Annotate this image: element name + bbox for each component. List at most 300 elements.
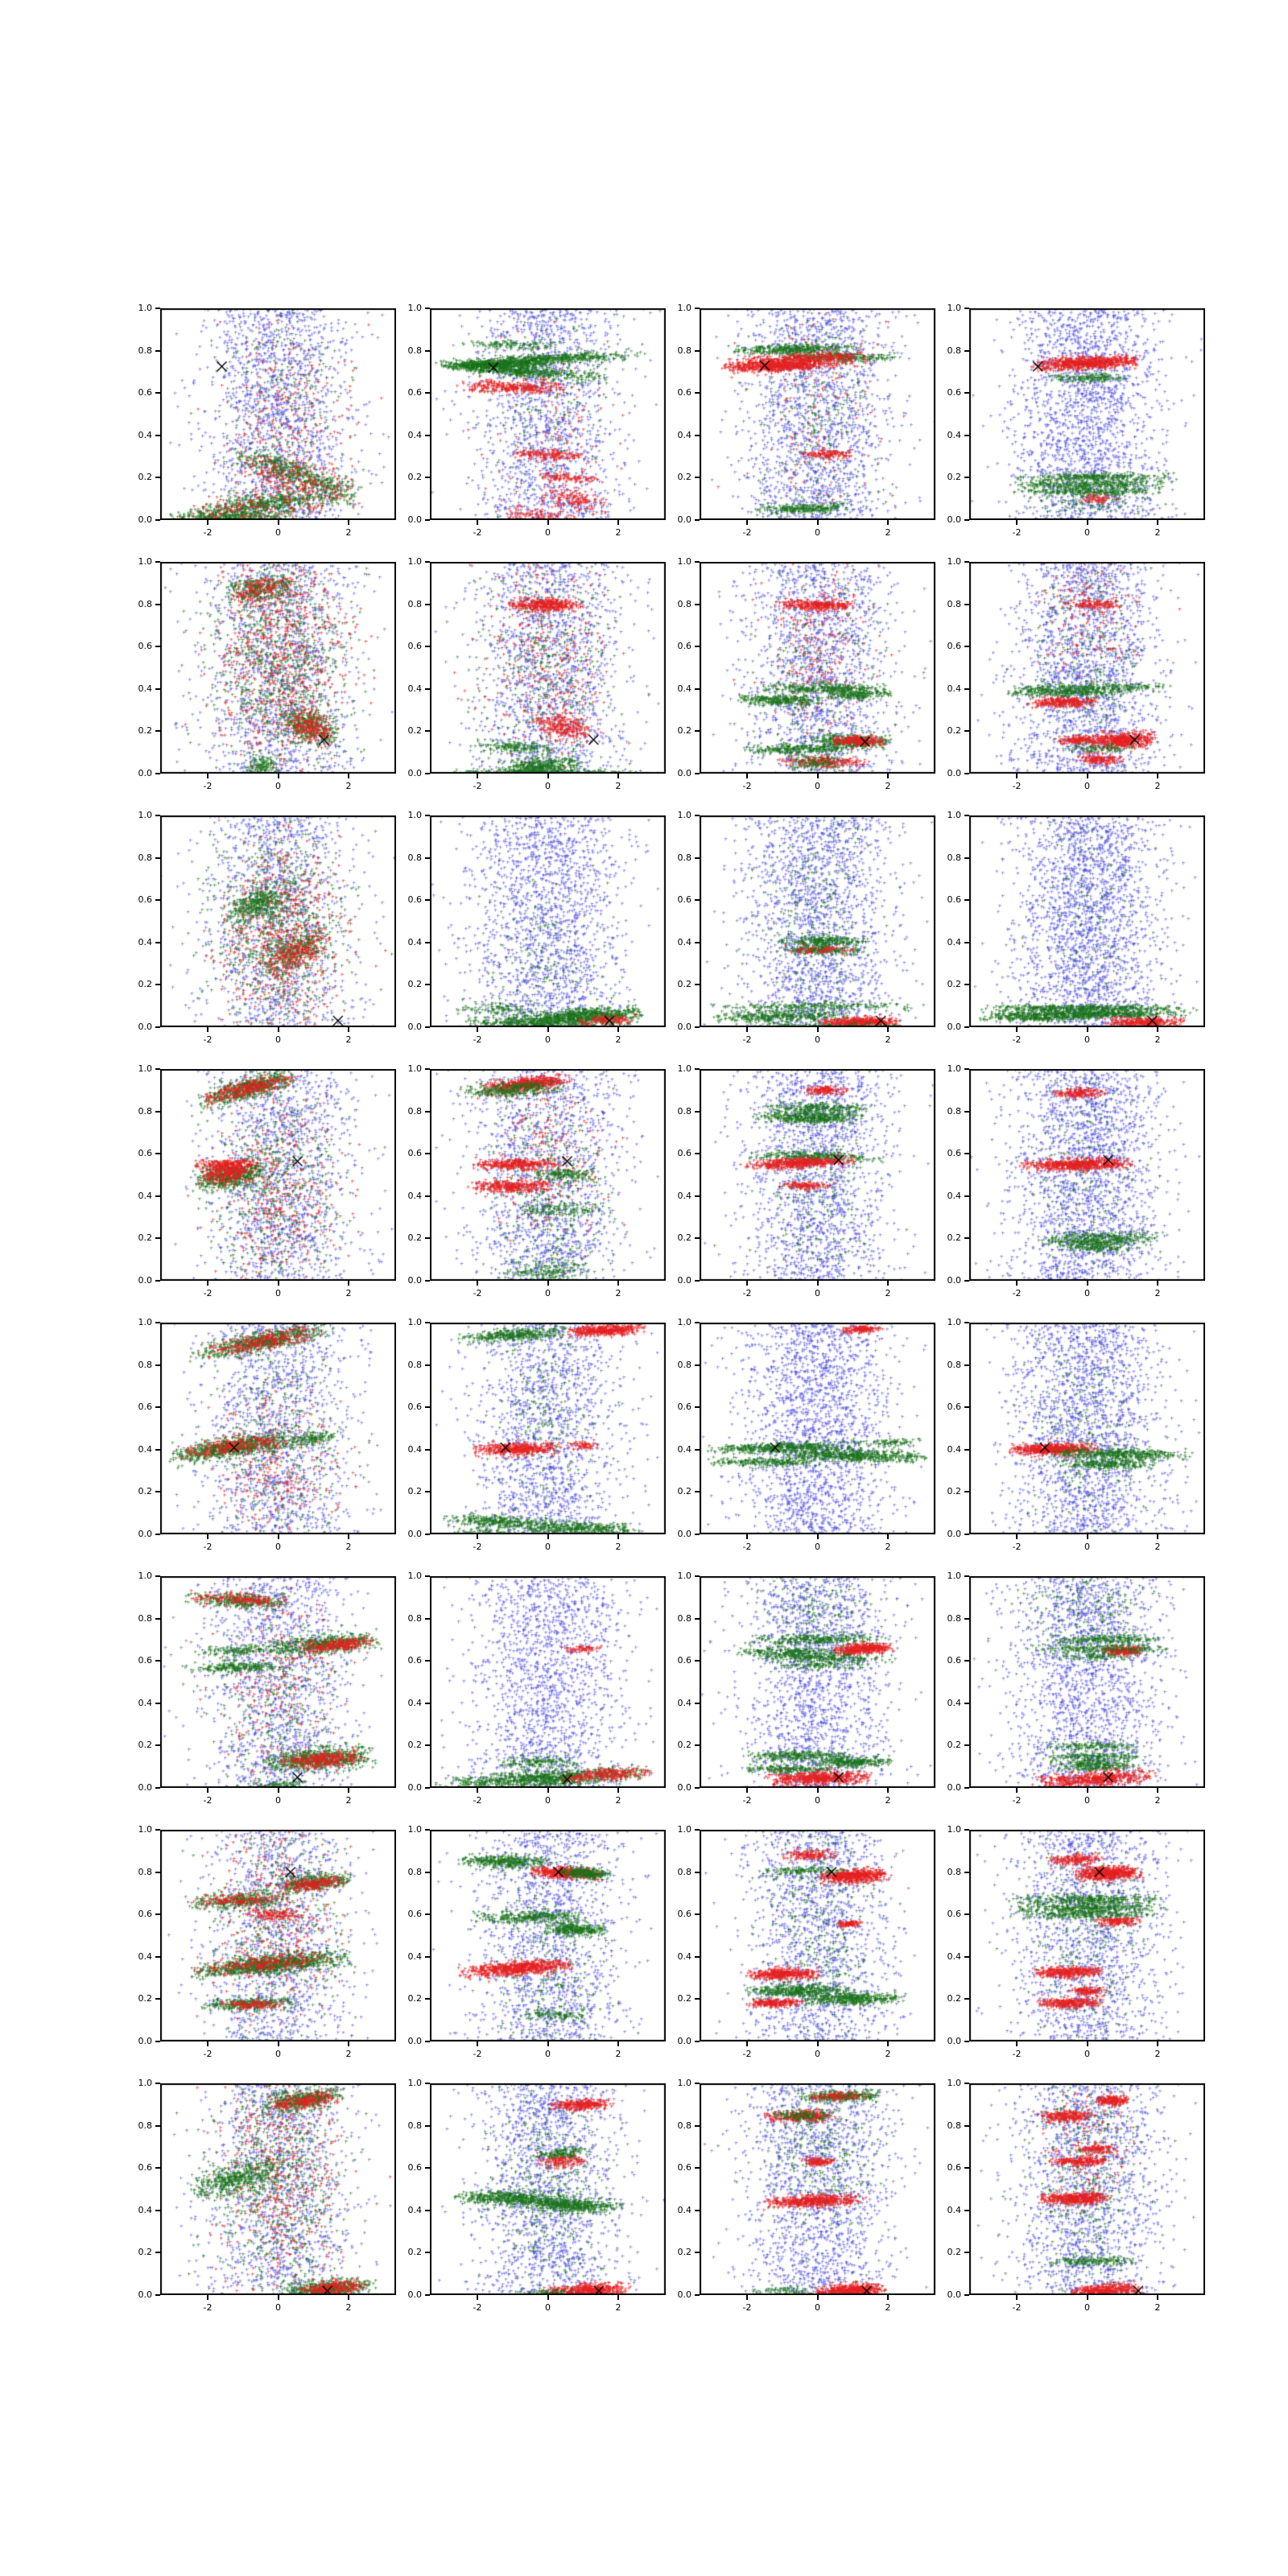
y-tick	[695, 688, 700, 690]
x-tick-label: -2	[742, 527, 752, 538]
y-tick	[695, 815, 700, 816]
y-tick-label: 0.6	[138, 1909, 152, 1920]
y-tick	[695, 350, 700, 352]
subplot-7-2	[407, 1824, 666, 2059]
y-tick-label: 0.0	[138, 1782, 152, 1793]
y-tick-label: 0.2	[407, 1740, 422, 1751]
y-tick	[695, 308, 700, 309]
y-tick	[425, 1237, 430, 1239]
y-tick-label: 0.8	[138, 598, 152, 609]
y-tick-label: 0.6	[138, 641, 152, 652]
y-tick-label: 0.8	[677, 598, 691, 609]
x-tick-label: -2	[1012, 1795, 1022, 1806]
scatter-canvas-7-3	[700, 1830, 935, 2041]
scatter-canvas-5-3	[700, 1323, 935, 1534]
y-tick-label: 0.2	[677, 472, 691, 483]
y-tick	[155, 1618, 160, 1620]
x-tick	[348, 1788, 349, 1793]
y-tick	[155, 1575, 160, 1577]
y-tick-label: 0.4	[677, 1190, 691, 1201]
x-tick-label: 2	[615, 1542, 621, 1552]
y-tick-label: 0.2	[407, 2247, 422, 2258]
y-tick-label: 0.2	[677, 1993, 691, 2004]
y-tick-label: 0.4	[677, 683, 691, 694]
x-tick-label: 0	[1084, 2049, 1090, 2059]
y-tick-label: 1.0	[407, 1317, 422, 1327]
y-tick-label: 0.8	[138, 1612, 152, 1624]
scatter-canvas-7-4	[969, 1830, 1205, 2041]
scatter-canvas-4-4	[969, 1069, 1205, 1281]
y-tick-label: 1.0	[677, 1063, 691, 1074]
y-tick-label: 1.0	[677, 1571, 691, 1581]
y-tick	[155, 688, 160, 690]
y-tick	[425, 1660, 430, 1662]
subplot-2-2	[407, 556, 666, 791]
x-tick	[1087, 520, 1088, 525]
y-tick-label: 0.8	[947, 852, 961, 863]
x-tick	[617, 1788, 619, 1793]
x-tick	[348, 2295, 349, 2300]
y-tick-label: 0.6	[677, 1148, 691, 1159]
subplot-3-3	[677, 810, 935, 1045]
x-tick-label: 2	[885, 2302, 891, 2313]
y-tick-label: 0.8	[407, 345, 422, 356]
y-tick	[155, 1026, 160, 1028]
y-tick-label: 0.8	[138, 1359, 152, 1370]
x-tick	[887, 520, 889, 525]
y-tick	[695, 1322, 700, 1323]
y-tick-label: 0.6	[947, 2162, 961, 2174]
y-tick-label: 0.6	[407, 387, 422, 398]
x-tick-label: 2	[1154, 1034, 1161, 1045]
y-tick-label: 0.2	[947, 725, 961, 737]
y-tick	[695, 435, 700, 436]
x-tick-label: -2	[473, 781, 482, 791]
x-tick-label: -2	[203, 781, 213, 791]
scatter-canvas-8-3	[700, 2083, 935, 2295]
y-tick-label: 0.4	[138, 1443, 152, 1455]
y-tick	[964, 1068, 969, 1070]
y-tick-label: 0.2	[407, 725, 422, 737]
x-tick-label: 2	[885, 1795, 891, 1806]
x-tick	[1157, 1788, 1158, 1793]
y-tick-label: 0.2	[138, 2247, 152, 2258]
subplot-6-3	[677, 1571, 935, 1806]
y-tick-label: 0.4	[407, 429, 422, 440]
y-tick	[695, 730, 700, 732]
x-tick	[1087, 1534, 1088, 1539]
y-tick-label: 0.0	[138, 768, 152, 778]
y-tick-label: 0.4	[407, 1951, 422, 1962]
x-tick	[348, 1027, 349, 1032]
x-tick	[278, 1027, 279, 1032]
x-tick-label: -2	[742, 1288, 752, 1298]
y-tick	[155, 477, 160, 478]
y-tick	[695, 1280, 700, 1282]
y-tick	[155, 2125, 160, 2127]
x-tick	[887, 2295, 889, 2300]
y-tick-label: 0.8	[677, 1359, 691, 1370]
y-tick	[425, 1026, 430, 1028]
y-tick	[964, 1449, 969, 1451]
y-tick	[964, 2252, 969, 2253]
x-tick-label: -2	[742, 1542, 752, 1552]
x-tick	[817, 1281, 819, 1286]
subplot-2-3	[677, 556, 935, 791]
x-tick-label: 2	[1154, 2302, 1161, 2313]
y-tick	[155, 1237, 160, 1239]
x-tick	[746, 520, 748, 525]
y-tick-label: 0.6	[138, 387, 152, 398]
scatter-canvas-2-4	[969, 562, 1205, 774]
x-tick-label: 0	[545, 1795, 551, 1806]
y-tick	[425, 773, 430, 774]
y-tick-label: 0.4	[138, 1697, 152, 1708]
y-tick	[964, 1026, 969, 1028]
y-tick-label: 0.4	[947, 683, 961, 694]
y-tick	[155, 773, 160, 774]
y-tick-label: 0.8	[138, 852, 152, 863]
y-tick	[155, 1872, 160, 1873]
scatter-canvas-1-1	[160, 308, 396, 520]
y-tick	[425, 1280, 430, 1282]
x-tick	[617, 774, 619, 778]
y-tick	[155, 2210, 160, 2211]
x-tick-label: -2	[203, 1795, 213, 1806]
scatter-canvas-3-4	[969, 815, 1205, 1027]
x-tick-label: -2	[742, 1795, 752, 1806]
y-tick-label: 1.0	[407, 2078, 422, 2088]
subplot-5-3	[677, 1317, 935, 1552]
x-tick	[207, 774, 208, 778]
x-tick-label: 2	[345, 1542, 352, 1552]
x-tick	[477, 1534, 478, 1539]
y-tick-label: 0.0	[677, 1529, 691, 1539]
y-tick	[695, 1195, 700, 1197]
x-tick	[887, 774, 889, 778]
scatter-canvas-5-2	[430, 1323, 666, 1534]
y-tick-label: 0.8	[677, 2120, 691, 2131]
y-tick-label: 0.6	[947, 641, 961, 652]
subplot-3-1	[138, 810, 396, 1045]
y-tick-label: 1.0	[677, 2078, 691, 2088]
y-tick-label: 0.6	[677, 894, 691, 906]
x-tick	[547, 520, 549, 525]
y-tick-label: 0.0	[138, 1529, 152, 1539]
subplot-1-4	[947, 303, 1205, 538]
y-tick-label: 0.4	[407, 936, 422, 947]
x-tick	[617, 2295, 619, 2300]
y-tick-label: 0.4	[138, 2204, 152, 2215]
x-tick	[817, 520, 819, 525]
y-tick	[964, 604, 969, 605]
subplot-6-1	[138, 1571, 396, 1806]
y-tick	[425, 2083, 430, 2084]
x-tick-label: 0	[815, 1795, 820, 1806]
x-tick	[746, 2295, 748, 2300]
y-tick	[155, 1998, 160, 2000]
y-tick-label: 1.0	[407, 1824, 422, 1835]
x-tick	[746, 1281, 748, 1286]
x-tick	[547, 2295, 549, 2300]
y-tick	[155, 1660, 160, 1662]
x-tick-label: 0	[1084, 1034, 1090, 1045]
x-tick-label: 2	[1154, 1542, 1161, 1552]
x-tick	[746, 1534, 748, 1539]
y-tick-label: 0.6	[947, 1909, 961, 1920]
y-tick-label: 0.2	[947, 1993, 961, 2004]
x-tick	[1016, 1534, 1018, 1539]
y-tick-label: 0.0	[407, 514, 422, 525]
x-tick	[477, 1281, 478, 1286]
y-tick	[425, 899, 430, 901]
y-tick	[155, 350, 160, 352]
y-tick-label: 0.6	[138, 894, 152, 906]
x-tick-label: -2	[742, 2302, 752, 2313]
x-tick	[1016, 520, 1018, 525]
y-tick-label: 0.0	[407, 2036, 422, 2046]
x-tick-label: 2	[615, 1288, 621, 1298]
scatter-canvas-1-2	[430, 308, 666, 520]
x-tick	[1157, 1027, 1158, 1032]
scatter-canvas-6-2	[430, 1576, 666, 1788]
y-tick-label: 0.0	[407, 1275, 422, 1286]
y-tick-label: 0.0	[947, 1529, 961, 1539]
x-tick-label: 0	[545, 2302, 551, 2313]
y-tick	[964, 899, 969, 901]
y-tick-label: 0.4	[947, 2204, 961, 2215]
y-tick	[695, 1026, 700, 1028]
x-tick-label: 0	[275, 1542, 281, 1552]
y-tick	[155, 1153, 160, 1154]
x-tick-label: 0	[275, 527, 281, 538]
x-tick-label: -2	[203, 1034, 213, 1045]
x-tick-label: 0	[815, 1288, 820, 1298]
y-tick	[964, 392, 969, 394]
y-tick	[964, 2125, 969, 2127]
x-tick-label: -2	[473, 527, 482, 538]
y-tick-label: 0.0	[407, 1022, 422, 1032]
y-tick	[155, 1913, 160, 1915]
y-tick-label: 0.4	[677, 2204, 691, 2215]
y-tick-label: 0.0	[138, 1275, 152, 1286]
y-tick-label: 0.8	[947, 345, 961, 356]
subplot-8-2	[407, 2078, 666, 2313]
y-tick	[425, 519, 430, 521]
y-tick	[425, 984, 430, 985]
x-tick	[746, 2041, 748, 2046]
y-tick	[425, 1703, 430, 1704]
x-tick	[547, 2041, 549, 2046]
x-tick	[278, 1534, 279, 1539]
x-tick-label: -2	[1012, 2302, 1022, 2313]
x-tick	[617, 1281, 619, 1286]
x-tick	[1157, 1534, 1158, 1539]
y-tick	[964, 1237, 969, 1239]
y-tick	[964, 477, 969, 478]
x-tick	[547, 1027, 549, 1032]
scatter-canvas-5-1	[160, 1323, 396, 1534]
y-tick-label: 0.8	[677, 1866, 691, 1877]
subplot-3-2	[407, 810, 666, 1045]
x-tick	[1157, 2041, 1158, 2046]
scatter-canvas-4-1	[160, 1069, 396, 1281]
x-tick-label: 0	[275, 1795, 281, 1806]
y-tick-label: 0.6	[677, 387, 691, 398]
x-tick-label: 2	[885, 1288, 891, 1298]
subplot-8-4	[947, 2078, 1205, 2313]
subplot-8-3	[677, 2078, 935, 2313]
y-tick-label: 0.2	[138, 472, 152, 483]
y-tick-label: 0.2	[138, 1740, 152, 1751]
y-tick-label: 0.0	[677, 514, 691, 525]
y-tick	[155, 984, 160, 985]
y-tick	[155, 646, 160, 647]
y-tick-label: 0.4	[947, 429, 961, 440]
y-tick	[155, 1280, 160, 1282]
subplot-4-4	[947, 1063, 1205, 1298]
y-tick-label: 0.0	[407, 768, 422, 778]
scatter-canvas-3-3	[700, 815, 935, 1027]
y-tick-label: 0.8	[138, 1105, 152, 1117]
x-tick-label: -2	[1012, 1288, 1022, 1298]
y-tick	[964, 1618, 969, 1620]
x-tick	[1087, 1027, 1088, 1032]
y-tick	[695, 2125, 700, 2127]
y-tick-label: 0.8	[407, 1866, 422, 1877]
y-tick-label: 0.6	[677, 2162, 691, 2174]
x-tick	[477, 1027, 478, 1032]
y-tick-label: 1.0	[138, 1824, 152, 1835]
y-tick-label: 1.0	[947, 1824, 961, 1835]
x-tick	[1157, 774, 1158, 778]
y-tick	[695, 1660, 700, 1662]
y-tick-label: 0.2	[407, 1993, 422, 2004]
scatter-canvas-8-4	[969, 2083, 1205, 2295]
y-tick-label: 0.6	[138, 1402, 152, 1413]
y-tick	[425, 1153, 430, 1154]
x-tick	[817, 774, 819, 778]
x-tick-label: 2	[615, 781, 621, 791]
y-tick	[695, 1829, 700, 1831]
x-tick	[278, 1281, 279, 1286]
y-tick	[425, 1195, 430, 1197]
scatter-canvas-7-2	[430, 1830, 666, 2041]
x-tick	[207, 520, 208, 525]
y-tick-label: 1.0	[138, 1063, 152, 1074]
x-tick-label: 2	[885, 781, 891, 791]
y-tick-label: 0.8	[138, 2120, 152, 2131]
x-tick	[348, 2041, 349, 2046]
y-tick	[964, 350, 969, 352]
y-tick	[155, 1449, 160, 1451]
y-tick	[425, 1575, 430, 1577]
y-tick	[695, 899, 700, 901]
y-tick	[425, 730, 430, 732]
y-tick-label: 0.6	[947, 1655, 961, 1666]
y-tick	[155, 308, 160, 309]
x-tick-label: 0	[815, 527, 820, 538]
x-tick-label: 0	[275, 2302, 281, 2313]
y-tick	[155, 1322, 160, 1323]
y-tick	[425, 1491, 430, 1492]
y-tick-label: 1.0	[947, 303, 961, 313]
x-tick	[207, 1534, 208, 1539]
y-tick-label: 0.0	[947, 1275, 961, 1286]
y-tick	[155, 1406, 160, 1408]
y-tick	[425, 1322, 430, 1323]
x-tick	[477, 774, 478, 778]
y-tick-label: 0.0	[947, 2289, 961, 2300]
y-tick-label: 0.4	[407, 1697, 422, 1708]
subplot-4-3	[677, 1063, 935, 1298]
y-tick-label: 0.2	[407, 1232, 422, 1244]
y-tick	[425, 1956, 430, 1958]
x-tick	[887, 1027, 889, 1032]
y-tick	[425, 942, 430, 943]
y-tick	[425, 1111, 430, 1113]
x-tick-label: 2	[345, 1795, 352, 1806]
y-tick	[155, 2252, 160, 2253]
y-tick	[155, 392, 160, 394]
y-tick	[155, 1068, 160, 1070]
x-tick-label: -2	[473, 2049, 482, 2059]
x-tick-label: 0	[1084, 527, 1090, 538]
y-tick	[155, 899, 160, 901]
x-tick-label: 0	[815, 1542, 820, 1552]
x-tick	[207, 1281, 208, 1286]
subplot-4-2	[407, 1063, 666, 1298]
y-tick-label: 0.4	[677, 1697, 691, 1708]
y-tick	[964, 1744, 969, 1746]
y-tick	[155, 1703, 160, 1704]
y-tick-label: 0.0	[138, 514, 152, 525]
x-tick	[817, 1027, 819, 1032]
scatter-canvas-2-3	[700, 562, 935, 774]
y-tick-label: 0.6	[677, 1655, 691, 1666]
y-tick-label: 0.4	[947, 1443, 961, 1455]
y-tick	[964, 1913, 969, 1915]
y-tick-label: 1.0	[677, 556, 691, 567]
y-tick	[964, 773, 969, 774]
y-tick	[695, 1237, 700, 1239]
y-tick	[964, 1534, 969, 1535]
scatter-canvas-2-1	[160, 562, 396, 774]
x-tick-label: 2	[1154, 2049, 1161, 2059]
y-tick	[964, 688, 969, 690]
y-tick-label: 0.0	[947, 1022, 961, 1032]
y-tick-label: 0.0	[407, 1782, 422, 1793]
y-tick-label: 0.2	[677, 1740, 691, 1751]
y-tick	[425, 561, 430, 563]
y-tick	[155, 519, 160, 521]
x-tick-label: 2	[615, 527, 621, 538]
x-tick-label: -2	[1012, 1034, 1022, 1045]
y-tick-label: 1.0	[947, 556, 961, 567]
y-tick-label: 0.8	[947, 598, 961, 609]
y-tick-label: 0.6	[677, 1909, 691, 1920]
y-tick	[695, 1998, 700, 2000]
y-tick-label: 1.0	[138, 810, 152, 820]
y-tick-label: 0.8	[947, 1105, 961, 1117]
x-tick	[348, 1281, 349, 1286]
y-tick	[155, 942, 160, 943]
x-tick-label: 0	[545, 2049, 551, 2059]
scatter-canvas-2-2	[430, 562, 666, 774]
scatter-canvas-4-2	[430, 1069, 666, 1281]
x-tick	[278, 2041, 279, 2046]
y-tick	[964, 942, 969, 943]
